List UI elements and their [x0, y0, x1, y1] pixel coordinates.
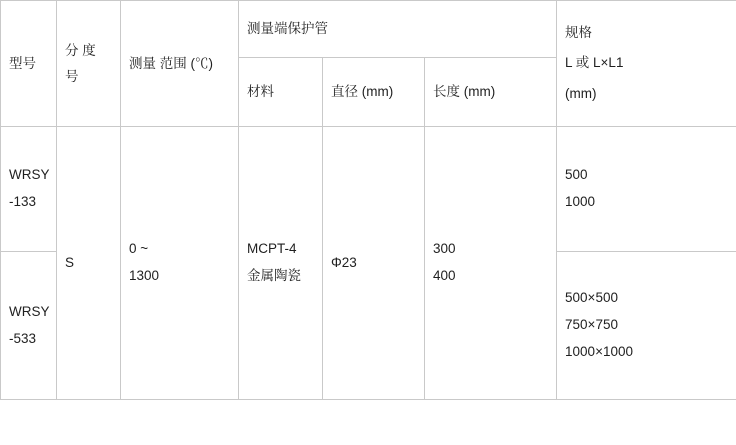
model-line-2: -533 [9, 330, 37, 346]
table-body [1, 127, 736, 400]
cell-range [121, 127, 239, 400]
spec-line-1: 500 [565, 167, 588, 183]
spec-line-2: 750×750 [565, 317, 618, 333]
header-spec-group [557, 1, 736, 127]
header-spec-line-1: 规格 [565, 25, 593, 41]
cell-material [239, 127, 323, 400]
header-spec-line-3: (mm) [565, 85, 597, 101]
spec-line-3: 1000×1000 [565, 343, 633, 359]
model-line-1: WRSY [9, 303, 50, 319]
header-protection-tube-group: 测量端保护管 [239, 1, 557, 58]
header-range: 测量 范围 (℃) [121, 1, 239, 127]
spec-line-1: 500×500 [565, 290, 618, 306]
cell-model [1, 127, 57, 252]
range-line-2: 1300 [129, 268, 160, 283]
cell-spec [557, 127, 736, 252]
length-line-2: 400 [433, 268, 456, 283]
header-length: 长度 (mm) [425, 58, 557, 127]
length-line-1: 300 [433, 241, 456, 257]
header-graduation: 分 度 号 [57, 1, 121, 127]
table-header [1, 1, 736, 127]
spec-line-2: 1000 [565, 194, 596, 209]
header-material: 材料 [239, 58, 323, 127]
header-diameter: 直径 (mm) [323, 58, 425, 127]
range-line-1: 0 ~ [129, 241, 149, 257]
table-row [1, 127, 736, 252]
cell-graduation: S [57, 127, 121, 400]
header-model: 型号 [1, 1, 57, 127]
material-line-1: MCPT-4 [247, 241, 297, 257]
cell-model [1, 252, 57, 400]
model-line-1: WRSY [9, 167, 50, 183]
cell-diameter: Φ23 [323, 127, 425, 400]
header-spec-line-2: L 或 L×L1 [565, 55, 624, 71]
cell-spec [557, 252, 736, 400]
model-line-2: -133 [9, 194, 37, 209]
material-line-2: 金属陶瓷 [247, 268, 301, 283]
header-row-top [1, 1, 736, 58]
cell-length [425, 127, 557, 400]
